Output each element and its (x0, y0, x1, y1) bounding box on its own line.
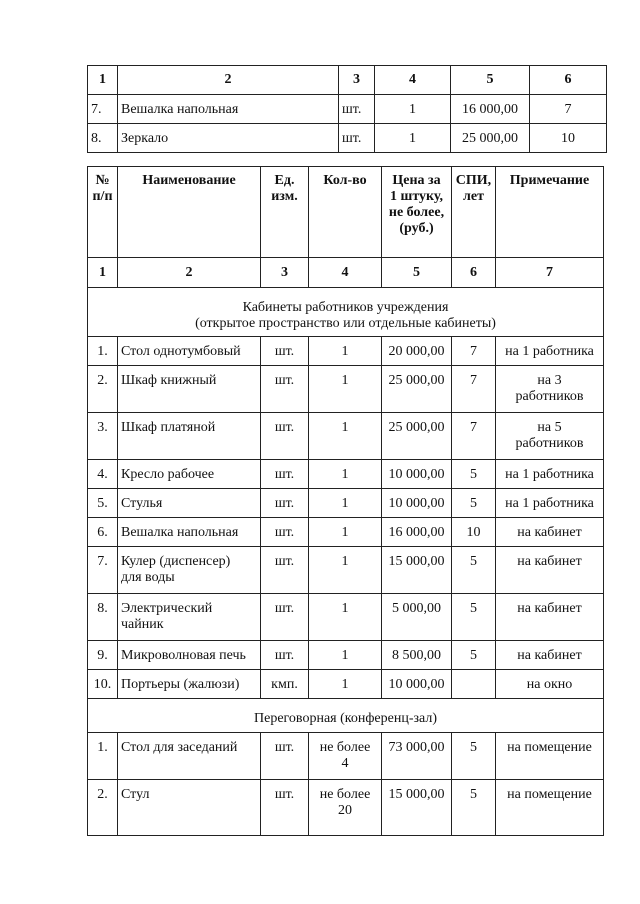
table-cell: 10 000,00 (382, 460, 452, 489)
table-row (88, 780, 604, 836)
table-cell: 5 (452, 641, 496, 670)
table-cell: Электрический чайник (118, 594, 261, 641)
table-cell: 10 (452, 518, 496, 547)
table-cell: на 3 работников (496, 366, 604, 413)
table-cell: 1 (309, 670, 382, 699)
column-number: 2 (118, 66, 339, 95)
table-cell: 5 (452, 733, 496, 780)
continuation-table (87, 65, 607, 153)
table-cell: 25 000,00 (382, 413, 452, 460)
table-cell: 20 000,00 (382, 337, 452, 366)
column-number: 3 (339, 66, 375, 95)
column-number: 4 (309, 258, 382, 288)
table-cell: 10 000,00 (382, 489, 452, 518)
table-cell: 5 (452, 780, 496, 836)
table-row (88, 124, 607, 153)
table-cell: на 5 работников (496, 413, 604, 460)
table-row (88, 594, 604, 641)
table-cell: на 1 работника (496, 337, 604, 366)
table-cell: на 1 работника (496, 460, 604, 489)
table-row (88, 460, 604, 489)
furniture-norms-table (87, 166, 604, 836)
table-cell: шт. (261, 413, 309, 460)
table-cell: на кабинет (496, 547, 604, 594)
column-number: 5 (382, 258, 452, 288)
table-cell: 5 (452, 547, 496, 594)
table-row (88, 641, 604, 670)
table-cell: шт. (261, 733, 309, 780)
table-cell: шт. (339, 124, 375, 153)
table-cell: шт. (261, 518, 309, 547)
table-cell: шт. (261, 489, 309, 518)
column-number: 6 (530, 66, 607, 95)
table-cell: 1. (88, 733, 118, 780)
header-row (88, 167, 604, 258)
header-cell: Примечание (496, 167, 604, 258)
column-number: 3 (261, 258, 309, 288)
section-title: Переговорная (конференц-зал) (88, 699, 604, 733)
table-cell: 16 000,00 (451, 95, 530, 124)
table-cell: шт. (261, 547, 309, 594)
table-cell: шт. (261, 460, 309, 489)
table-cell: шт. (261, 780, 309, 836)
table-cell: 1 (309, 641, 382, 670)
table-cell: шт. (261, 337, 309, 366)
header-cell: Наименование (118, 167, 261, 258)
column-number-row (88, 66, 607, 95)
table-cell: на 1 работника (496, 489, 604, 518)
table-cell: 1 (309, 547, 382, 594)
table-cell: Микроволновая печь (118, 641, 261, 670)
table-cell: 5 (452, 594, 496, 641)
table-cell: 25 000,00 (382, 366, 452, 413)
table-cell: Кресло рабочее (118, 460, 261, 489)
table-cell: шт. (339, 95, 375, 124)
table-cell: 7. (88, 95, 118, 124)
table-cell (452, 670, 496, 699)
column-number: 5 (451, 66, 530, 95)
table-cell: 7 (452, 337, 496, 366)
header-cell: Кол-во (309, 167, 382, 258)
column-number-row (88, 258, 604, 288)
column-number: 4 (375, 66, 451, 95)
table-cell: 7. (88, 547, 118, 594)
table-cell: 15 000,00 (382, 780, 452, 836)
table-cell: 1 (375, 124, 451, 153)
table-cell: 5 (452, 489, 496, 518)
table-cell: Стол однотумбовый (118, 337, 261, 366)
table-cell: 8. (88, 124, 118, 153)
header-cell: Цена за 1 штуку, не более, (руб.) (382, 167, 452, 258)
table-cell: Шкаф книжный (118, 366, 261, 413)
table-row (88, 366, 604, 413)
table-cell: 9. (88, 641, 118, 670)
table-cell: 7 (530, 95, 607, 124)
header-cell: СПИ, лет (452, 167, 496, 258)
table-cell: 1 (309, 460, 382, 489)
table-cell: шт. (261, 641, 309, 670)
table-cell: на кабинет (496, 641, 604, 670)
table-cell: кмп. (261, 670, 309, 699)
table-cell: 1. (88, 337, 118, 366)
table-cell: 16 000,00 (382, 518, 452, 547)
table-cell: 5 000,00 (382, 594, 452, 641)
table-cell: 1 (309, 366, 382, 413)
table-cell: 2. (88, 366, 118, 413)
table-row (88, 413, 604, 460)
table-cell: Стул (118, 780, 261, 836)
table-cell: 10 000,00 (382, 670, 452, 699)
table-cell: на помещение (496, 780, 604, 836)
table-cell: Вешалка напольная (118, 95, 339, 124)
table-cell: 10. (88, 670, 118, 699)
table-cell: на окно (496, 670, 604, 699)
section-row (88, 288, 604, 337)
table-cell: 6. (88, 518, 118, 547)
table-cell: 3. (88, 413, 118, 460)
table-cell: шт. (261, 594, 309, 641)
table-cell: на кабинет (496, 518, 604, 547)
table-cell: не более 20 (309, 780, 382, 836)
table-cell: 7 (452, 413, 496, 460)
header-cell: Ед. изм. (261, 167, 309, 258)
table-cell: 5 (452, 460, 496, 489)
column-number: 6 (452, 258, 496, 288)
table-cell: 1 (309, 337, 382, 366)
table-cell: Вешалка напольная (118, 518, 261, 547)
table-cell: 25 000,00 (451, 124, 530, 153)
table-cell: 2. (88, 780, 118, 836)
table-cell: 1 (375, 95, 451, 124)
table-cell: Стулья (118, 489, 261, 518)
table-row (88, 489, 604, 518)
header-cell: № п/п (88, 167, 118, 258)
table-cell: 1 (309, 594, 382, 641)
table-cell: на кабинет (496, 594, 604, 641)
table-cell: на помещение (496, 733, 604, 780)
table-cell: 1 (309, 518, 382, 547)
table-cell: Шкаф платяной (118, 413, 261, 460)
table-cell: 4. (88, 460, 118, 489)
column-number: 1 (88, 66, 118, 95)
table-cell: 1 (309, 413, 382, 460)
table-cell: 7 (452, 366, 496, 413)
column-number: 1 (88, 258, 118, 288)
table-cell: 10 (530, 124, 607, 153)
table-cell: Стол для заседаний (118, 733, 261, 780)
table-cell: 15 000,00 (382, 547, 452, 594)
table-cell: Портьеры (жалюзи) (118, 670, 261, 699)
table-cell: не более 4 (309, 733, 382, 780)
column-number: 7 (496, 258, 604, 288)
table-cell: 1 (309, 489, 382, 518)
table-cell: шт. (261, 366, 309, 413)
table-cell: 73 000,00 (382, 733, 452, 780)
table-row (88, 95, 607, 124)
column-number: 2 (118, 258, 261, 288)
table-cell: 8 500,00 (382, 641, 452, 670)
section-row (88, 699, 604, 733)
table-row (88, 547, 604, 594)
table-cell: 8. (88, 594, 118, 641)
section-title: Кабинеты работников учреждения (открытое пространство или отдельные кабинеты) (88, 288, 604, 337)
table-row (88, 670, 604, 699)
table-row (88, 337, 604, 366)
table-cell: Кулер (диспенсер) для воды (118, 547, 261, 594)
table-cell: Зеркало (118, 124, 339, 153)
table-cell: 5. (88, 489, 118, 518)
table-row (88, 733, 604, 780)
table-row (88, 518, 604, 547)
